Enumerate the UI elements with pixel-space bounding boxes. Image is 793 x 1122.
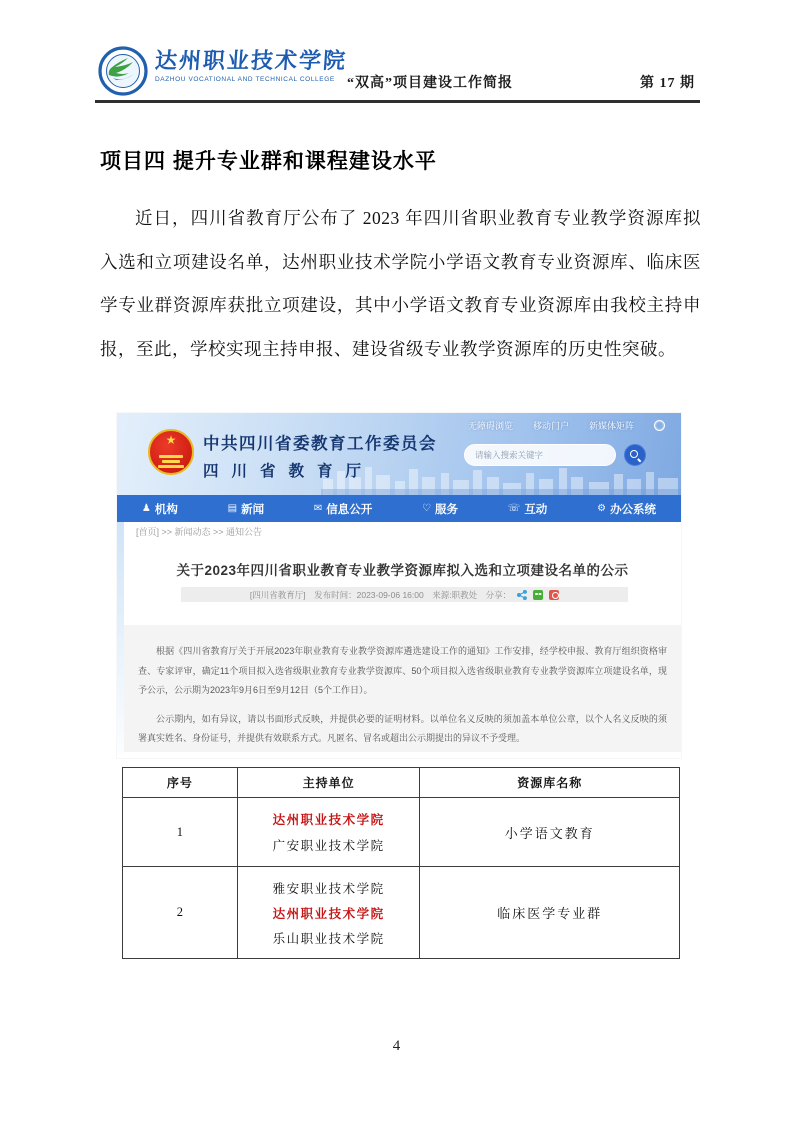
college-name-block <box>155 46 347 83</box>
row1-unit-guangan: 广安职业技术学院 <box>272 839 385 853</box>
row1-resource: 小学语文教育 <box>420 798 680 867</box>
gear-icon: ⚙ <box>597 503 607 514</box>
article-title: 关于2023年四川省职业教育专业教学资源库拟入选和立项建设名单的公示 <box>176 563 629 578</box>
new-media-link[interactable]: 新媒体矩阵 <box>588 421 634 431</box>
banner-top-links <box>468 419 665 432</box>
row1-unit-dazhou: 达州职业技术学院 <box>272 813 385 827</box>
row2-resource: 临床医学专业群 <box>420 867 680 959</box>
row2-unit-dazhou: 达州职业技术学院 <box>272 906 385 921</box>
site-banner <box>117 413 681 495</box>
col-header-resource: 资源库名称 <box>420 768 680 798</box>
row1-units <box>237 798 420 867</box>
bulletin-title: “双高”项目建设工作简报 <box>347 76 513 91</box>
nav-item-interaction[interactable]: ☏ 互动 <box>507 503 548 516</box>
col-header-unit: 主持单位 <box>237 768 420 798</box>
page-edge-strip <box>117 522 124 754</box>
accessibility-link[interactable]: 无障碍浏览 <box>467 421 513 431</box>
org-name-line2: 四川省教育厅 <box>203 463 375 480</box>
nav-item-info-disclosure[interactable]: ✉ 信息公开 <box>313 503 373 516</box>
weibo-share-icon[interactable] <box>549 590 559 600</box>
body-paragraph: 近日，四川省教育厅公布了 2023 年四川省职业教育专业教学资源库拟入选和立项建设名单，达州职业技术学院小学语文教育专业资源库、临床医学专业群资源库获批立项建设，其中小学语文教育专业资源库由我校主持申报，至此，学校实现主持申报、建设省级专业教学资源库的历史性突破。 <box>100 208 701 359</box>
nav-item-office-system[interactable]: ⚙ 办公系统 <box>597 503 657 516</box>
announcement-body <box>124 625 681 752</box>
table-row <box>123 867 680 959</box>
row2-units <box>237 867 420 959</box>
announcement-paragraph-1: 根据《四川省教育厅关于开展2023年职业教育专业教学资源库遴选建设工作的通知》工作安排，经学校申报、教育厅组织资格审查、专家评审，确定11个项目拟入选省级职业教育专业教学资源库、50个项目拟入选省级职业教育专业教学资源库立项建设名单，现予公示，公示期为2023年9月6日至9月12日（5个工作日）。 <box>138 646 667 695</box>
college-name-en: DAZHOU VOCATIONAL AND TECHNICAL COLLEGE <box>155 76 335 84</box>
search-icon <box>630 450 642 462</box>
nav-item-orgs[interactable]: ♟ 机构 <box>141 503 178 516</box>
newspaper-icon: ▤ <box>227 503 238 514</box>
site-navbar <box>117 495 681 522</box>
article-meta <box>181 587 628 602</box>
row2-unit-yaan: 雅安职业技术学院 <box>272 881 385 896</box>
document-icon: ✉ <box>313 503 323 514</box>
college-logo-block <box>98 46 347 96</box>
col-header-no: 序号 <box>123 768 238 798</box>
breadcrumb[interactable]: [首页] >> 新闻动态 >> 通知公告 <box>136 527 263 537</box>
share-icon[interactable] <box>517 590 527 600</box>
org-name-line1: 中共四川省委教育工作委员会 <box>203 435 437 453</box>
heart-icon: ♡ <box>422 503 432 514</box>
nav-item-news[interactable]: ▤ 新闻 <box>227 503 265 516</box>
section-title: 项目四 提升专业群和课程建设水平 <box>100 150 437 173</box>
row2-number: 2 <box>123 867 238 959</box>
circle-badge-icon[interactable] <box>654 420 665 431</box>
search-input[interactable] <box>464 444 616 466</box>
table-row <box>123 798 680 867</box>
search-button[interactable] <box>624 444 646 466</box>
wechat-share-icon[interactable] <box>533 590 543 600</box>
phone-icon: ☏ <box>507 503 521 514</box>
issue-number: 第 17 期 <box>640 76 695 91</box>
table-header-row <box>123 768 680 798</box>
college-logo-icon <box>98 46 148 96</box>
nav-item-services[interactable]: ♡ 服务 <box>422 503 459 516</box>
org-name-block <box>203 430 437 481</box>
national-emblem-icon: ★ <box>148 429 194 475</box>
row2-unit-leshan: 乐山职业技术学院 <box>272 931 385 946</box>
announcement-paragraph-2: 公示期内，如有异议，请以书面形式反映，并提供必要的证明材料。以单位名义反映的须加盖本单位公章，以个人名义反映的须署真实姓名、身份证号，并提供有效联系方式。凡匿名、冒名或超出公示期提出的异议不予受理。 <box>138 713 667 743</box>
website-screenshot <box>117 413 681 758</box>
document-header <box>95 44 700 100</box>
mobile-portal-link[interactable]: 移动门户 <box>532 421 569 431</box>
article-meta-text: [四川省教育厅] 发布时间：2023-09-06 16:00 来源:职教处 分享： <box>249 589 512 600</box>
page-number: 4 <box>392 1038 401 1054</box>
header-divider <box>95 100 700 103</box>
site-search <box>464 444 646 466</box>
resource-library-table <box>122 767 680 959</box>
college-name-cn: 达州职业技术学院 <box>154 48 348 73</box>
row1-number: 1 <box>123 798 238 867</box>
person-icon: ♟ <box>141 503 151 514</box>
